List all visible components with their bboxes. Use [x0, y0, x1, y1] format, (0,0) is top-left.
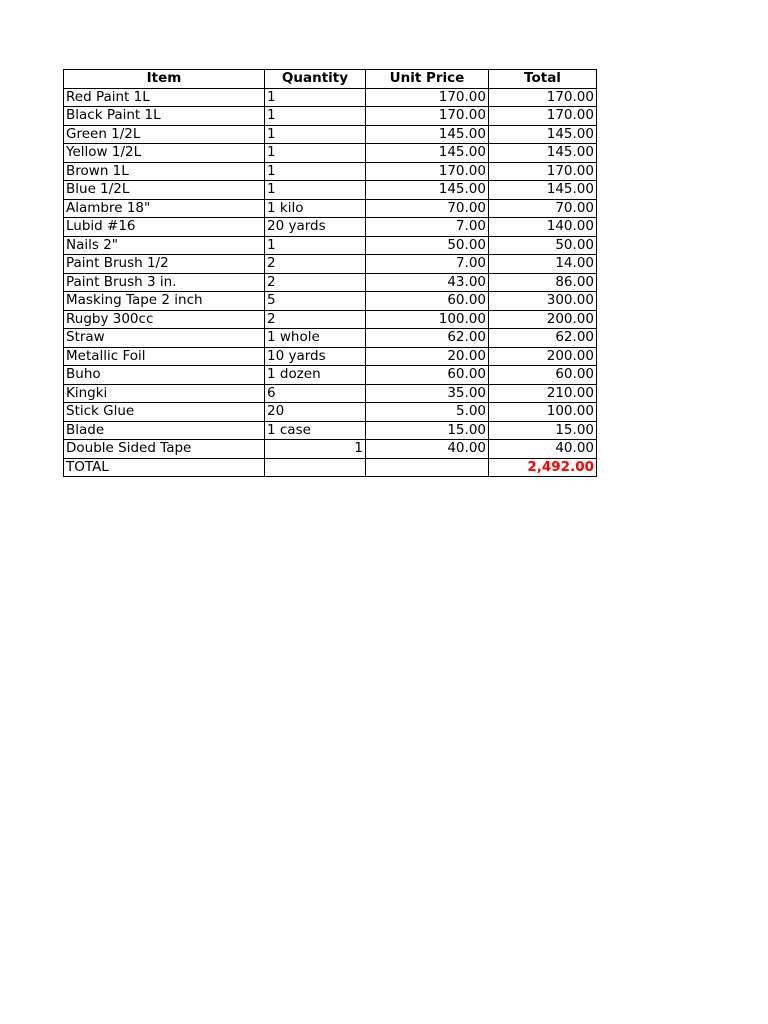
cell-quantity: 1 [265, 125, 366, 144]
table-row [64, 236, 597, 255]
cell-item: Nails 2" [64, 236, 265, 255]
cell-total: 200.00 [489, 310, 597, 329]
table-row [64, 421, 597, 440]
header-quantity: Quantity [265, 70, 366, 89]
cell-total: 170.00 [489, 162, 597, 181]
cell-quantity: 1 [265, 88, 366, 107]
table-row [64, 310, 597, 329]
cell-item: Lubid #16 [64, 218, 265, 237]
table-row [64, 255, 597, 274]
header-item: Item [64, 70, 265, 89]
cell-quantity: 1 [265, 236, 366, 255]
cell-quantity: 1 [265, 144, 366, 163]
table-row [64, 384, 597, 403]
cell-unit-price: 62.00 [366, 329, 489, 348]
cell-item: Red Paint 1L [64, 88, 265, 107]
cell-total: 15.00 [489, 421, 597, 440]
cell-item: Blade [64, 421, 265, 440]
cell-total: 40.00 [489, 440, 597, 459]
header-row [64, 70, 597, 89]
table-row [64, 144, 597, 163]
table-row [64, 162, 597, 181]
cell-unit-price: 15.00 [366, 421, 489, 440]
cell-unit-price: 170.00 [366, 88, 489, 107]
cell-total: 300.00 [489, 292, 597, 311]
cell-item: Alambre 18" [64, 199, 265, 218]
table-row [64, 329, 597, 348]
cell-unit-price: 7.00 [366, 218, 489, 237]
cell-item: Paint Brush 1/2 [64, 255, 265, 274]
cell-quantity: 6 [265, 384, 366, 403]
cell-quantity: 2 [265, 310, 366, 329]
cell-total: 200.00 [489, 347, 597, 366]
total-quantity-empty [265, 458, 366, 477]
cell-unit-price: 60.00 [366, 366, 489, 385]
cell-item: Double Sided Tape [64, 440, 265, 459]
cell-unit-price: 145.00 [366, 125, 489, 144]
cell-item: Kingki [64, 384, 265, 403]
header-unit-price: Unit Price [366, 70, 489, 89]
cell-total: 86.00 [489, 273, 597, 292]
cell-item: Brown 1L [64, 162, 265, 181]
table-row [64, 181, 597, 200]
cell-total: 210.00 [489, 384, 597, 403]
total-unit-price-empty [366, 458, 489, 477]
cell-quantity: 1 case [265, 421, 366, 440]
cell-quantity: 1 [265, 440, 366, 459]
cell-unit-price: 70.00 [366, 199, 489, 218]
cell-total: 145.00 [489, 144, 597, 163]
cell-quantity: 20 [265, 403, 366, 422]
cell-quantity: 20 yards [265, 218, 366, 237]
cell-total: 140.00 [489, 218, 597, 237]
cell-quantity: 2 [265, 255, 366, 274]
table-row [64, 440, 597, 459]
cell-unit-price: 50.00 [366, 236, 489, 255]
table-body [64, 88, 597, 477]
cell-item: Yellow 1/2L [64, 144, 265, 163]
cell-total: 170.00 [489, 88, 597, 107]
cell-total: 70.00 [489, 199, 597, 218]
cell-item: Straw [64, 329, 265, 348]
table-header [64, 70, 597, 89]
table-row [64, 273, 597, 292]
table-row [64, 292, 597, 311]
cell-quantity: 1 kilo [265, 199, 366, 218]
cell-quantity: 1 dozen [265, 366, 366, 385]
table-row [64, 88, 597, 107]
cell-unit-price: 170.00 [366, 107, 489, 126]
table-row [64, 366, 597, 385]
cell-total: 145.00 [489, 125, 597, 144]
cell-quantity: 1 [265, 162, 366, 181]
cell-unit-price: 40.00 [366, 440, 489, 459]
cell-total: 100.00 [489, 403, 597, 422]
cell-quantity: 5 [265, 292, 366, 311]
cell-unit-price: 170.00 [366, 162, 489, 181]
cell-unit-price: 7.00 [366, 255, 489, 274]
cell-quantity: 1 [265, 107, 366, 126]
cell-item: Blue 1/2L [64, 181, 265, 200]
table-row [64, 125, 597, 144]
cell-unit-price: 145.00 [366, 144, 489, 163]
total-label: TOTAL [64, 458, 265, 477]
table-row [64, 107, 597, 126]
table-row [64, 403, 597, 422]
cell-unit-price: 20.00 [366, 347, 489, 366]
cell-unit-price: 100.00 [366, 310, 489, 329]
cell-total: 50.00 [489, 236, 597, 255]
table-row [64, 347, 597, 366]
cell-total: 170.00 [489, 107, 597, 126]
cell-item: Stick Glue [64, 403, 265, 422]
cost-table [63, 69, 597, 477]
cell-item: Green 1/2L [64, 125, 265, 144]
cell-quantity: 1 [265, 181, 366, 200]
cell-item: Rugby 300cc [64, 310, 265, 329]
table-row [64, 199, 597, 218]
cell-item: Black Paint 1L [64, 107, 265, 126]
cell-quantity: 2 [265, 273, 366, 292]
cell-unit-price: 145.00 [366, 181, 489, 200]
cell-total: 62.00 [489, 329, 597, 348]
cell-quantity: 1 whole [265, 329, 366, 348]
table-row [64, 218, 597, 237]
cell-item: Metallic Foil [64, 347, 265, 366]
cell-total: 14.00 [489, 255, 597, 274]
grand-total-value: 2,492.00 [489, 458, 597, 477]
cell-item: Masking Tape 2 inch [64, 292, 265, 311]
header-total: Total [489, 70, 597, 89]
cell-quantity: 10 yards [265, 347, 366, 366]
cell-total: 60.00 [489, 366, 597, 385]
cell-item: Buho [64, 366, 265, 385]
cell-total: 145.00 [489, 181, 597, 200]
cell-item: Paint Brush 3 in. [64, 273, 265, 292]
cell-unit-price: 5.00 [366, 403, 489, 422]
cell-unit-price: 35.00 [366, 384, 489, 403]
total-row [64, 458, 597, 477]
cell-unit-price: 43.00 [366, 273, 489, 292]
cell-unit-price: 60.00 [366, 292, 489, 311]
